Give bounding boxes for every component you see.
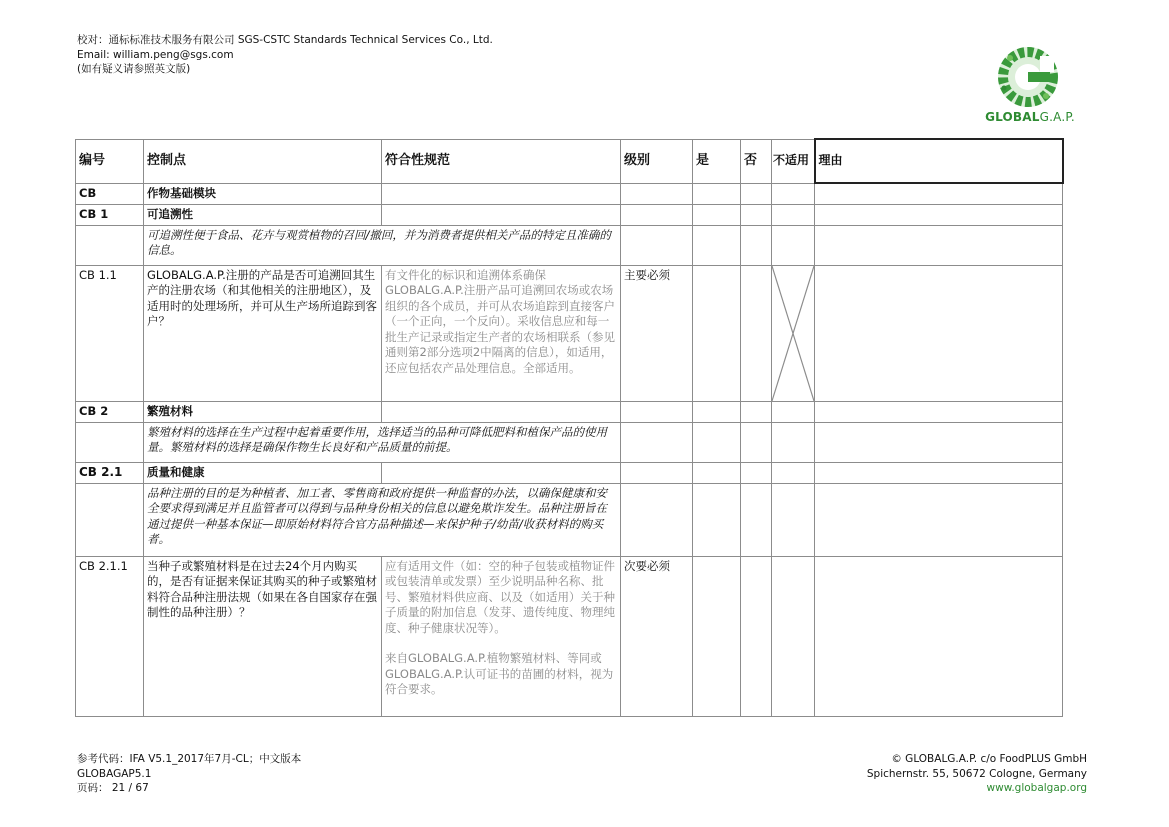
globalgap-g-icon (980, 44, 1080, 110)
cell-compliance: 有文件化的标识和追溯体系确保GLOBALG.A.P.注册产品可追溯回农场或农场组织的各个成员，并可从农场追踪到直接客户（一个正向，一个反向）。采收信息应和每一批生产记录或指定生产者的农场相联系（参见通则第2部分选项2中隔离的信息），如适用，还应包括农产品处理信息。全部适用。 (382, 265, 621, 401)
footer-right (867, 752, 1087, 796)
cell-code: CB 2.1 (76, 462, 144, 483)
checklist-table (75, 138, 1064, 717)
header-line-proofreader: 校对：通标标准技术服务有限公司 SGS-CSTC Standards Technical Services Co., Ltd. (77, 34, 493, 46)
header-line-note: (如有疑义请参照英文版) (77, 63, 191, 75)
col-header-no: 编号 (76, 139, 144, 183)
cell-no[interactable] (741, 556, 772, 716)
cell-code: CB (76, 183, 144, 204)
table-row-cb (76, 183, 1063, 204)
cell-code: CB 1 (76, 204, 144, 225)
cell-no[interactable] (741, 265, 772, 401)
cell-control-point: 当种子或繁殖材料是在过去24个月内购买的，是否有证据来保证其购买的种子或繁殖材料符合品种注册法规（如果在各自国家存在强制性的品种注册）？ (144, 556, 382, 716)
col-header-yes: 是 (693, 139, 741, 183)
footer-address: Spichernstr. 55, 50672 Cologne, Germany (866, 767, 1087, 780)
footer-reference: 参考代码：IFA V5.1_2017年7月-CL；中文版本 (77, 753, 302, 765)
cell-level: 次要必须 (621, 556, 693, 716)
page-header (77, 33, 493, 77)
col-header-na: 不适用 (772, 139, 815, 183)
cell-yes[interactable] (693, 556, 741, 716)
cell-code: CB 2.1.1 (76, 556, 144, 716)
col-header-compliance: 符合性规范 (382, 139, 621, 183)
cell-section-title: 作物基础模块 (144, 183, 382, 204)
logo-brand: GLOBAL (985, 110, 1040, 124)
cell-section-title: 可追溯性 (144, 204, 382, 225)
globalgap-logo (980, 44, 1080, 126)
footer-page-number: 页码： 21 / 67 (77, 782, 149, 794)
table-row-cb1-1 (76, 265, 1063, 401)
cell-section-title: 繁殖材料 (144, 401, 382, 422)
table-row-cb1-intro (76, 225, 1063, 265)
cell-section-intro: 品种注册的目的是为种植者、加工者、零售商和政府提供一种监督的办法，以确保健康和安全要求得到满足并且监管者可以得到与品种身份相关的信息以避免欺诈发生。品种注册旨在通过提供一种基本保证—即原始材料符合官方品种描述—来保护种子/幼苗/收获材料的购买者。 (144, 483, 621, 556)
logo-gap: G.A.P. (1039, 110, 1075, 124)
cell-control-point: GLOBALG.A.P.注册的产品是否可追溯回其生产的注册农场（和其他相关的注册地区），及适用时的处理场所，并可从生产场所追踪到客户？ (144, 265, 382, 401)
cross-out-icon (772, 266, 814, 401)
table-row-cb2-1-intro (76, 483, 1063, 556)
table-row-cb2-intro (76, 422, 1063, 462)
cell-na[interactable] (772, 556, 815, 716)
table-row-cb1 (76, 204, 1063, 225)
cell-section-intro: 可追溯性便于食品、花卉与观赏植物的召回/撤回，并为消费者提供相关产品的特定且准确的信息。 (144, 225, 621, 265)
footer-document: GLOBAGAP5.1 (77, 767, 152, 780)
col-header-control: 控制点 (144, 139, 382, 183)
cell-reason[interactable] (815, 556, 1063, 716)
table-row-cb2-1-1 (76, 556, 1063, 716)
cell-na-crossed (772, 265, 815, 401)
col-header-level: 级别 (621, 139, 693, 183)
cell-yes[interactable] (693, 265, 741, 401)
compliance-paragraph-2: 来自GLOBALG.A.P.植物繁殖材料、等同或GLOBALG.A.P.认可证书的苗圃的材料，视为符合要求。 (385, 651, 614, 696)
footer-left (77, 752, 301, 796)
cell-reason[interactable] (815, 265, 1063, 401)
cell-compliance (382, 556, 621, 716)
table-header-row (76, 139, 1063, 183)
header-line-email: Email: william.peng@sgs.com (77, 48, 234, 61)
table-row-cb2 (76, 401, 1063, 422)
cell-section-title: 质量和健康 (144, 462, 382, 483)
footer-website-link[interactable]: www.globalgap.org (986, 782, 1087, 794)
col-header-reason: 理由 (815, 139, 1063, 183)
footer-copyright: © GLOBALG.A.P. c/o FoodPLUS GmbH (891, 753, 1087, 765)
logo-text (980, 110, 1080, 124)
table-row-cb2-1 (76, 462, 1063, 483)
cell-level: 主要必须 (621, 265, 693, 401)
cell-code: CB 2 (76, 401, 144, 422)
col-header-no-answer: 否 (741, 139, 772, 183)
cell-code: CB 1.1 (76, 265, 144, 401)
cell-section-intro: 繁殖材料的选择在生产过程中起着重要作用，选择适当的品种可降低肥料和植保产品的使用量。繁殖材料的选择是确保作物生长良好和产品质量的前提。 (144, 422, 621, 462)
compliance-paragraph-1: 应有适用文件（如：空的种子包装或植物证件或包装清单或发票）至少说明品种名称、批号、繁殖材料供应商、以及（如适用）关于种子质量的附加信息（发芽、遗传纯度、物理纯度、种子健康状况等）。 (385, 558, 615, 635)
